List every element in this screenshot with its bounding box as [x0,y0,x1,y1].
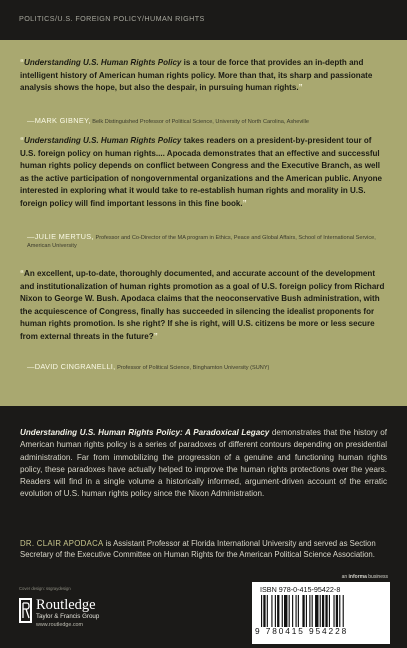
author-bio-text: is Assistant Professor at Florida International University and served as Section Secretary of the Executive Committee on Human Rights for the American Political Science Association. [20,539,376,560]
book-description [20,427,387,501]
endorsement-quote-1: “Understanding U.S. Human Rights Policy is a tour de force that provides an in-depth and intelligent history of American human rights policy. More than that, its sharp and passionate analysis shows the hope, but also the despair, in pursuing human rights.” [20,58,373,92]
endorsement-quote-2: “Understanding U.S. Human Rights Policy takes readers on a president-by-president tour of U.S. foreign policy on human rights.... Apocada demonstrates that an effective and successful human rights policy depends on conflict between Congress and the Executive Branch, as well as the active participation of nongovernmental organizations and the American public. Anyone interested in exploring what it would take to re-establish human rights and morality in U.S. foreign policy will find important lessons in this fine book.” [20,136,383,208]
cover-design-credit: Cover design: ssgraydesign [19,586,71,591]
isbn-label: ISBN 978-0-415-95422-8 [260,585,341,594]
endorsement-quote-3: “An excellent, up-to-date, thoroughly documented, and accurate account of the development and institutionalization of human rights promotion as a goal of U.S. foreign policy from Richard Nixon to George W. Bush. Apodaca claims that the neoconservative Bush administration, with the acquiescence of Congress, finally has succeeded in silencing the idealist proponents for human rights promotion. Is she right? If she is right, will U.S. citizens be more or less secure from external threats in the future?” [20,269,385,341]
endorsement-attribution-2 [27,233,391,250]
barcode-digits: 9 780415 954228 [255,626,349,636]
quote-1-book-title: Understanding U.S. Human Rights Policy [24,58,182,67]
description-text: demonstrates that the history of American human rights policy is a series of paradoxes of different contours depending on presidential administration. Far from immobilizing the progression of a genuine and functioning human rights policy, these paradoxes have actually helped to improve the human rights protections over the years. Readers will find in a single volume a historically informed, argument-driven account of the erratic evolution of U.S. human rights policy since the Nixon Administration. [20,428,387,499]
author-name: DR. CLAIR APODACA [20,539,104,548]
quote-2-book-title: Understanding U.S. Human Rights Policy [24,136,182,145]
attribution-2-name: —JULIE MERTUS, [27,232,94,241]
top-band [0,0,407,40]
attribution-1-name: —MARK GIBNEY, [27,116,91,125]
isbn-barcode [252,582,390,644]
informa-business-mark: an informa business [341,574,388,580]
description-book-title: Understanding U.S. Human Rights Policy: A Paradoxical Legacy [20,428,270,437]
attribution-3-name: —DAVID CINGRANELLI, [27,362,116,371]
endorsements-panel [0,40,407,406]
publisher-group: Taylor & Francis Group [36,613,100,620]
attribution-1-title: Belk Distinguished Professor of Political Science, University of North Carolina, Asheville [90,119,309,125]
endorsement-attribution-1 [27,117,391,126]
author-bio [20,538,387,561]
quote-2-text: takes readers on a president-by-president tour of U.S. foreign policy on human rights.... Apocada demonstrates that an effective and successful human rights policy depends on conflict between Congress and the Executive Branch, as well as the active participation of nongovernmental organizations and the American public. Anyone interested in exploring what it would take to re-establish human rights and morality in U.S. foreign policy will find important lessons in this fine book. [20,136,383,208]
barcode-icon [260,595,382,627]
attribution-3-title: Professor of Political Science, Binghamton University (SUNY) [115,365,270,371]
publisher-url: www.routledge.com [36,622,84,628]
publisher-name: Routledge [36,597,96,613]
quote-1-text: is a tour de force that provides an in-depth and intelligent history of American human rights policy. More than that, its sharp and passionate analysis shows the hope, but also the despair, in pursuing human rights. [20,58,373,92]
subject-category: POLITICS/U.S. FOREIGN POLICY/HUMAN RIGHTS [19,14,205,23]
routledge-logo-icon [19,598,32,623]
attribution-2-title: Professor and Co-Director of the MA program in Ethics, Peace and Global Affairs, School of International Service, American University [27,235,376,249]
quote-3-text: An excellent, up-to-date, thoroughly documented, and accurate account of the development and institutionalization of human rights promotion as a goal of U.S. foreign policy from Richard Nixon to George W. Bush. Apodaca claims that the neoconservative Bush administration, with the acquiescence of Congress, finally has succeeded in silencing the idealist proponents for human rights promotion. Is she right? If she is right, will U.S. citizens be more or less secure from external threats in the future? [20,269,385,341]
endorsement-attribution-3 [27,363,391,372]
